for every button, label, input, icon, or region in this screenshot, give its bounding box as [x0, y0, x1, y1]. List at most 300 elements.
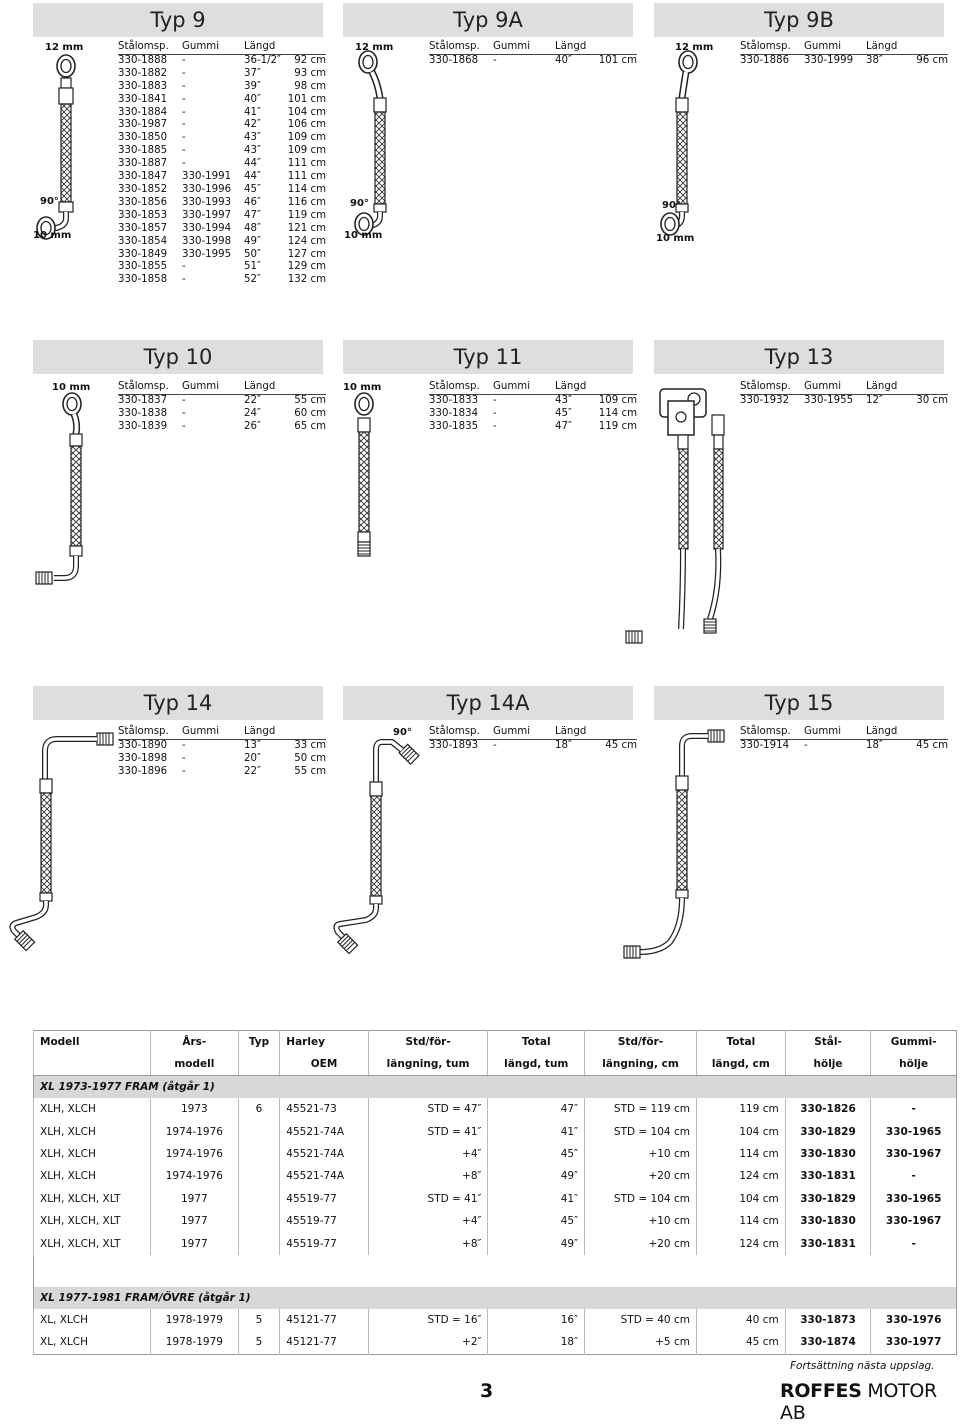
table-header-cell: längning, cm	[585, 1053, 697, 1076]
table-row	[34, 1120, 957, 1142]
steel-part-no: 330-1852	[118, 183, 168, 195]
table-cell: -	[871, 1098, 957, 1120]
steel-part-no: 330-1853	[118, 209, 168, 221]
parts-table-header	[429, 381, 637, 395]
table-cell: 45519-77	[280, 1232, 368, 1254]
table-cell: STD = 104 cm	[585, 1120, 697, 1142]
table-cell: 104 cm	[696, 1188, 785, 1210]
steel-part-no: 330-1893	[429, 739, 479, 751]
col-header-steel: Stålomsp.	[118, 726, 169, 737]
parts-row	[118, 197, 326, 210]
steel-part-no: 330-1883	[118, 80, 168, 92]
rubber-part-no: -	[182, 132, 186, 144]
rubber-part-no: 330-1998	[182, 235, 232, 247]
steel-part-no: 330-1987	[118, 119, 168, 131]
table-header-cell: Gummi-	[871, 1031, 957, 1054]
table-cell: XL, XLCH	[34, 1309, 151, 1331]
table-header-cell: Total	[488, 1031, 585, 1054]
table-cell: 5	[238, 1331, 280, 1354]
parts-table-typ10	[118, 381, 326, 434]
col-header-length: Längd	[866, 381, 898, 392]
length-inch: 43″	[244, 145, 261, 157]
steel-part-no: 330-1854	[118, 235, 168, 247]
table-cell: +20 cm	[585, 1165, 697, 1187]
table-cell: +2″	[368, 1331, 488, 1354]
parts-row	[740, 740, 948, 753]
label-10mm: 10 mm	[33, 230, 72, 241]
table-cell: 45519-77	[280, 1210, 368, 1232]
table-header-cell: längd, cm	[696, 1053, 785, 1076]
parts-row	[429, 395, 637, 408]
length-cm: 106 cm	[287, 119, 326, 131]
parts-table-typ13	[740, 381, 948, 408]
rubber-part-no: -	[182, 119, 186, 131]
table-cell: 330-1977	[871, 1331, 957, 1354]
rubber-part-no: -	[182, 765, 186, 777]
length-inch: 52″	[244, 274, 261, 286]
length-cm: 111 cm	[287, 158, 326, 170]
length-inch: 51″	[244, 261, 261, 273]
parts-row	[740, 55, 948, 68]
table-header-cell: hölje	[785, 1053, 871, 1076]
steel-part-no: 330-1837	[118, 394, 168, 406]
rubber-part-no: -	[493, 420, 497, 432]
parts-row	[118, 395, 326, 408]
parts-table-header	[118, 381, 326, 395]
table-cell: 45121-77	[280, 1331, 368, 1354]
parts-row	[118, 68, 326, 81]
rubber-part-no: -	[493, 739, 497, 751]
parts-row	[118, 158, 326, 171]
steel-part-no: 330-1886	[740, 54, 790, 66]
rubber-part-no: -	[182, 394, 186, 406]
table-cell: 41″	[488, 1120, 585, 1142]
table-cell: 330-1830	[785, 1210, 871, 1232]
length-inch: 36-1/2″	[244, 54, 281, 66]
table-cell: 124 cm	[696, 1165, 785, 1187]
table-cell: 1977	[150, 1232, 238, 1254]
length-cm: 33 cm	[294, 739, 326, 751]
parts-table-header	[429, 726, 637, 740]
table-cell: 330-1831	[785, 1232, 871, 1254]
length-inch: 40″	[244, 93, 261, 105]
length-inch: 37″	[244, 67, 261, 79]
rubber-part-no: -	[182, 739, 186, 751]
table-header-cell	[34, 1053, 151, 1076]
table-cell: 1973	[150, 1098, 238, 1120]
table-cell: 45 cm	[696, 1331, 785, 1354]
parts-row	[118, 261, 326, 274]
table-cell: STD = 40 cm	[585, 1309, 697, 1331]
col-header-rubber: Gummi	[182, 726, 220, 737]
length-inch: 22″	[244, 765, 261, 777]
steel-part-no: 330-1850	[118, 132, 168, 144]
rubber-part-no: -	[182, 407, 186, 419]
parts-row	[118, 766, 326, 779]
col-header-rubber: Gummi	[493, 726, 531, 737]
steel-part-no: 330-1890	[118, 739, 168, 751]
rubber-part-no: -	[493, 54, 497, 66]
length-cm: 93 cm	[294, 67, 326, 79]
panel-title: Typ 11	[343, 340, 633, 374]
table-cell: 104 cm	[696, 1120, 785, 1142]
col-header-rubber: Gummi	[804, 41, 842, 52]
parts-row	[118, 740, 326, 753]
table-cell: 1978-1979	[150, 1309, 238, 1331]
rubber-part-no: 330-1993	[182, 196, 232, 208]
length-cm: 114 cm	[598, 407, 637, 419]
hose-drawing-typ15	[610, 722, 740, 967]
rubber-part-no: 330-1997	[182, 209, 232, 221]
parts-row	[429, 740, 637, 753]
length-inch: 49″	[244, 235, 261, 247]
label-10mm: 10 mm	[344, 230, 383, 241]
length-inch: 46″	[244, 196, 261, 208]
label-10mm: 10 mm	[656, 233, 695, 244]
hose-drawing-typ10	[28, 390, 128, 600]
length-cm: 119 cm	[287, 209, 326, 221]
rubber-part-no: 330-1995	[182, 248, 232, 260]
section-title-row	[34, 1287, 957, 1309]
parts-row	[118, 184, 326, 197]
panel-title: Typ 9B	[654, 3, 944, 37]
hose-drawing-typ9a	[340, 48, 420, 238]
hose-drawing-typ11	[340, 390, 400, 570]
length-inch: 43″	[244, 132, 261, 144]
length-cm: 101 cm	[598, 54, 637, 66]
table-cell: STD = 41″	[368, 1120, 488, 1142]
length-cm: 96 cm	[916, 54, 948, 66]
table-cell	[238, 1188, 280, 1210]
table-cell: XLH, XLCH, XLT	[34, 1188, 151, 1210]
label-90deg: 90°	[662, 200, 681, 211]
parts-table-typ9a	[429, 41, 637, 68]
col-header-length: Längd	[244, 41, 276, 52]
parts-table-typ15	[740, 726, 948, 753]
rubber-part-no: -	[182, 54, 186, 66]
steel-part-no: 330-1839	[118, 420, 168, 432]
table-cell: +5 cm	[585, 1331, 697, 1354]
table-cell: 45121-77	[280, 1309, 368, 1331]
label-12mm: 12 mm	[355, 42, 394, 53]
col-header-rubber: Gummi	[804, 381, 842, 392]
length-cm: 55 cm	[294, 765, 326, 777]
length-cm: 45 cm	[916, 739, 948, 751]
steel-part-no: 330-1885	[118, 145, 168, 157]
table-cell: 49″	[488, 1232, 585, 1254]
length-inch: 40″	[555, 54, 572, 66]
length-cm: 50 cm	[294, 752, 326, 764]
panel-typ10	[33, 340, 323, 374]
table-cell: 47″	[488, 1098, 585, 1120]
spacer-cell	[34, 1255, 957, 1287]
col-header-steel: Stålomsp.	[740, 381, 791, 392]
table-cell: 40 cm	[696, 1309, 785, 1331]
col-header-steel: Stålomsp.	[429, 41, 480, 52]
page-number: 3	[480, 1380, 494, 1402]
parts-table-header	[740, 381, 948, 395]
table-cell: 1977	[150, 1188, 238, 1210]
length-inch: 26″	[244, 420, 261, 432]
table-cell: 114 cm	[696, 1210, 785, 1232]
parts-table-typ14	[118, 726, 326, 779]
table-header-cell: OEM	[280, 1053, 368, 1076]
parts-row	[118, 223, 326, 236]
parts-table-header	[429, 41, 637, 55]
length-inch: 41″	[244, 106, 261, 118]
panel-typ9b	[654, 3, 944, 37]
steel-part-no: 330-1914	[740, 739, 790, 751]
parts-row	[429, 408, 637, 421]
table-header-cell: Års-	[150, 1031, 238, 1054]
table-cell: 45521-73	[280, 1098, 368, 1120]
table-cell: 45521-74A	[280, 1120, 368, 1142]
length-inch: 43″	[555, 394, 572, 406]
table-row	[34, 1098, 957, 1120]
parts-row	[118, 145, 326, 158]
label-90deg: 90°	[40, 196, 59, 207]
table-cell: 1974-1976	[150, 1165, 238, 1187]
table-cell: 330-1873	[785, 1309, 871, 1331]
section-spacer	[34, 1255, 957, 1287]
hose-drawing-typ9	[28, 46, 118, 246]
col-header-steel: Stålomsp.	[429, 726, 480, 737]
table-cell: XLH, XLCH	[34, 1098, 151, 1120]
rubber-part-no: -	[182, 274, 186, 286]
length-cm: 111 cm	[287, 171, 326, 183]
table-cell: XLH, XLCH	[34, 1165, 151, 1187]
panel-title: Typ 14	[33, 686, 323, 720]
table-row	[34, 1188, 957, 1210]
steel-part-no: 330-1847	[118, 171, 168, 183]
panel-typ11	[343, 340, 633, 374]
col-header-rubber: Gummi	[493, 381, 531, 392]
parts-table-typ11	[429, 381, 637, 434]
table-header-row-2	[34, 1053, 957, 1076]
length-cm: 30 cm	[916, 394, 948, 406]
parts-table-typ9b	[740, 41, 948, 68]
length-cm: 109 cm	[287, 145, 326, 157]
rubber-part-no: -	[493, 394, 497, 406]
continuation-note: Fortsättning nästa uppslag.	[790, 1360, 935, 1372]
panel-typ13	[654, 340, 944, 374]
steel-part-no: 330-1868	[429, 54, 479, 66]
rubber-part-no: -	[182, 106, 186, 118]
table-cell: 330-1831	[785, 1165, 871, 1187]
table-cell: 45″	[488, 1210, 585, 1232]
rubber-part-no: -	[182, 145, 186, 157]
length-cm: 109 cm	[287, 132, 326, 144]
table-cell: 5	[238, 1309, 280, 1331]
table-cell: XLH, XLCH, XLT	[34, 1210, 151, 1232]
table-cell	[238, 1210, 280, 1232]
length-cm: 45 cm	[605, 739, 637, 751]
steel-part-no: 330-1835	[429, 420, 479, 432]
rubber-part-no: 330-1994	[182, 222, 232, 234]
length-cm: 116 cm	[287, 196, 326, 208]
table-cell: +10 cm	[585, 1143, 697, 1165]
table-cell: 49″	[488, 1165, 585, 1187]
table-cell: -	[871, 1165, 957, 1187]
table-cell: STD = 104 cm	[585, 1188, 697, 1210]
hose-drawing-typ13	[620, 375, 740, 655]
steel-part-no: 330-1882	[118, 67, 168, 79]
table-cell: 1974-1976	[150, 1143, 238, 1165]
length-inch: 18″	[866, 739, 883, 751]
panel-title: Typ 10	[33, 340, 323, 374]
col-header-rubber: Gummi	[182, 41, 220, 52]
table-header-cell: Stål-	[785, 1031, 871, 1054]
label-10mm: 10 mm	[52, 382, 91, 393]
length-cm: 104 cm	[287, 106, 326, 118]
table-cell: +20 cm	[585, 1232, 697, 1254]
rubber-part-no: -	[182, 420, 186, 432]
parts-table-header	[740, 726, 948, 740]
length-cm: 121 cm	[287, 222, 326, 234]
col-header-length: Längd	[866, 41, 898, 52]
steel-part-no: 330-1849	[118, 248, 168, 260]
table-cell: 330-1874	[785, 1331, 871, 1354]
steel-part-no: 330-1888	[118, 54, 168, 66]
parts-row	[740, 395, 948, 408]
rubber-part-no: 330-1996	[182, 183, 232, 195]
length-cm: 109 cm	[598, 394, 637, 406]
table-cell: 45519-77	[280, 1188, 368, 1210]
parts-row	[429, 421, 637, 434]
label-12mm: 12 mm	[675, 42, 714, 53]
table-row	[34, 1143, 957, 1165]
table-header-cell	[238, 1053, 280, 1076]
panel-title: Typ 9A	[343, 3, 633, 37]
col-header-length: Längd	[244, 726, 276, 737]
steel-part-no: 330-1856	[118, 196, 168, 208]
label-90deg: 90°	[350, 198, 369, 209]
length-inch: 47″	[555, 420, 572, 432]
table-cell: 330-1967	[871, 1210, 957, 1232]
table-cell: STD = 47″	[368, 1098, 488, 1120]
length-cm: 101 cm	[287, 93, 326, 105]
col-header-length: Längd	[866, 726, 898, 737]
panel-typ14	[33, 686, 323, 720]
parts-row	[118, 171, 326, 184]
panel-typ9	[33, 3, 323, 37]
table-header-row-1	[34, 1031, 957, 1054]
table-cell: 45521-74A	[280, 1143, 368, 1165]
table-cell: 119 cm	[696, 1098, 785, 1120]
table-cell: 330-1829	[785, 1120, 871, 1142]
table-cell: 124 cm	[696, 1232, 785, 1254]
col-header-steel: Stålomsp.	[740, 726, 791, 737]
length-cm: 119 cm	[598, 420, 637, 432]
steel-part-no: 330-1838	[118, 407, 168, 419]
table-header-cell: Harley	[280, 1031, 368, 1054]
length-inch: 18″	[555, 739, 572, 751]
length-inch: 22″	[244, 394, 261, 406]
table-cell	[238, 1143, 280, 1165]
label-90deg: 90°	[393, 727, 412, 738]
parts-row	[118, 408, 326, 421]
col-header-steel: Stålomsp.	[740, 41, 791, 52]
table-cell: XLH, XLCH	[34, 1143, 151, 1165]
parts-row	[118, 210, 326, 223]
length-inch: 47″	[244, 209, 261, 221]
col-header-length: Längd	[555, 726, 587, 737]
length-cm: 98 cm	[294, 80, 326, 92]
table-cell: 330-1830	[785, 1143, 871, 1165]
table-row	[34, 1165, 957, 1187]
steel-part-no: 330-1833	[429, 394, 479, 406]
table-header-cell: längning, tum	[368, 1053, 488, 1076]
rubber-part-no: -	[804, 739, 808, 751]
parts-table-typ14a	[429, 726, 637, 753]
parts-row	[118, 274, 326, 287]
panel-title: Typ 9	[33, 3, 323, 37]
table-cell: +10 cm	[585, 1210, 697, 1232]
col-header-steel: Stålomsp.	[118, 41, 169, 52]
length-inch: 45″	[244, 183, 261, 195]
parts-row	[429, 55, 637, 68]
parts-row	[118, 81, 326, 94]
length-cm: 124 cm	[287, 235, 326, 247]
col-header-rubber: Gummi	[804, 726, 842, 737]
rubber-part-no: 330-1991	[182, 171, 232, 183]
table-cell: +4″	[368, 1210, 488, 1232]
col-header-length: Längd	[555, 381, 587, 392]
panel-typ14a	[343, 686, 633, 720]
table-cell	[238, 1232, 280, 1254]
table-header-cell: längd, tum	[488, 1053, 585, 1076]
table-header-cell: Total	[696, 1031, 785, 1054]
rubber-part-no: -	[182, 158, 186, 170]
table-header-cell: Typ	[238, 1031, 280, 1054]
hose-drawing-typ14	[5, 725, 120, 955]
table-cell: 330-1967	[871, 1143, 957, 1165]
rubber-part-no: -	[182, 752, 186, 764]
steel-part-no: 330-1898	[118, 752, 168, 764]
parts-row	[118, 107, 326, 120]
col-header-length: Längd	[244, 381, 276, 392]
rubber-part-no: -	[493, 407, 497, 419]
panel-title: Typ 13	[654, 340, 944, 374]
model-application-table	[33, 1030, 957, 1355]
length-cm: 127 cm	[287, 248, 326, 260]
parts-table-typ9	[118, 41, 326, 287]
length-cm: 55 cm	[294, 394, 326, 406]
panel-typ15	[654, 686, 944, 720]
brand-rest: MOTOR AB	[780, 1380, 937, 1424]
panel-typ9a	[343, 3, 633, 37]
table-cell: XL, XLCH	[34, 1331, 151, 1354]
table-cell: 330-1965	[871, 1188, 957, 1210]
length-cm: 132 cm	[287, 274, 326, 286]
parts-row	[118, 119, 326, 132]
length-inch: 42″	[244, 119, 261, 131]
table-cell: 1974-1976	[150, 1120, 238, 1142]
steel-part-no: 330-1884	[118, 106, 168, 118]
length-inch: 44″	[244, 158, 261, 170]
section-title: XL 1973-1977 FRAM (åtgår 1)	[34, 1076, 957, 1099]
steel-part-no: 330-1858	[118, 274, 168, 286]
table-cell: STD = 16″	[368, 1309, 488, 1331]
table-header-cell: Modell	[34, 1031, 151, 1054]
length-inch: 13″	[244, 739, 261, 751]
parts-row	[118, 132, 326, 145]
table-cell: 330-1976	[871, 1309, 957, 1331]
table-cell: 45″	[488, 1143, 585, 1165]
length-cm: 114 cm	[287, 183, 326, 195]
table-cell: 16″	[488, 1309, 585, 1331]
length-inch: 44″	[244, 171, 261, 183]
